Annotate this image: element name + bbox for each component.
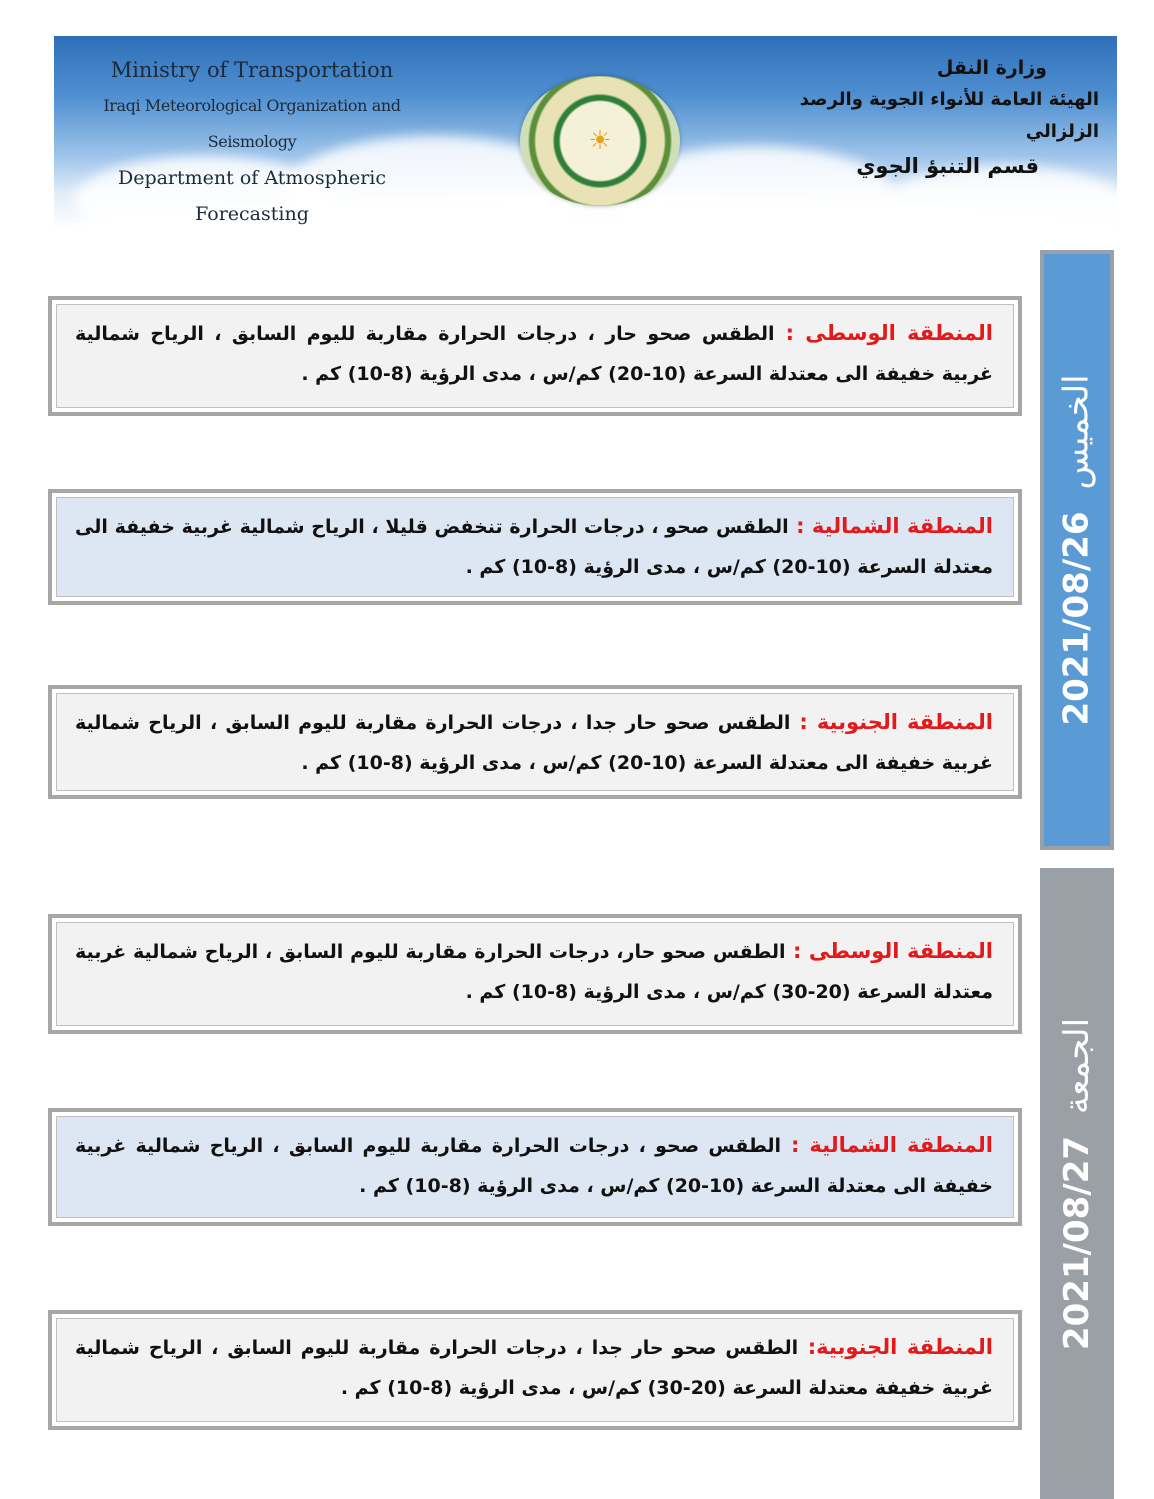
region-separator: : [774, 321, 806, 345]
day-name: الجمعة [1057, 1017, 1098, 1114]
forecast-text: الطقس صحو حار ، درجات الحرارة مقاربة لليوم السابق ، الرياح شمالية غربية خفيفة الى معتدلة السرعة (10-20) كم/س ، مدى الرؤية (8-10) كم . [75, 323, 993, 385]
header-banner [54, 36, 1117, 234]
region-separator: : [790, 710, 817, 734]
english-header [72, 52, 432, 232]
organization-name-ar: الهيئة العامة للأنواء الجوية والرصد الزلزالي [799, 89, 1099, 142]
forecast-text: الطقس صحو حار جدا ، درجات الحرارة مقاربة لليوم السابق ، الرياح شمالية غربية خفيفة معتدلة السرعة (20-30) كم/س ، مدى الرؤية (8-10) كم . [75, 1337, 993, 1399]
region-name: المنطقة الوسطى [808, 939, 993, 963]
department-name-ar: قسم التنبؤ الجوي [856, 154, 1039, 178]
forecast-text: الطقس صحو ، درجات الحرارة مقاربة لليوم السابق ، الرياح شمالية غربية خفيفة الى معتدلة السرعة (10-20) كم/س ، مدى الرؤية (8-10) كم . [75, 1135, 993, 1197]
day-name: الخميس [1057, 374, 1098, 490]
arabic-header [779, 52, 1099, 184]
region-name: المنطقة الوسطى [805, 321, 993, 345]
organization-logo [520, 76, 680, 206]
forecast-text: الطقس صحو حار، درجات الحرارة مقاربة لليوم السابق ، الرياح شمالية غربية معتدلة السرعة (20-30) كم/س ، مدى الرؤية (8-10) كم . [75, 941, 993, 1003]
department-name-en: Department of Atmospheric Forecasting [117, 167, 387, 225]
date-bar-friday [1040, 868, 1114, 1499]
forecast-central-day1 [48, 296, 1022, 416]
forecast-southern-day2 [48, 1310, 1022, 1430]
region-separator: : [781, 1133, 810, 1157]
forecast-southern-day1 [48, 685, 1022, 799]
forecast-text-block [56, 497, 1014, 597]
forecast-text-block [56, 922, 1014, 1026]
region-name: المنطقة الجنوبية [816, 1335, 993, 1359]
forecast-text: الطقس صحو حار جدا ، درجات الحرارة مقاربة لليوم السابق ، الرياح شمالية غربية خفيفة الى معتدلة السرعة (10-20) كم/س ، مدى الرؤية (8-10) كم . [75, 712, 993, 774]
date-label: 2021/08/26 [1057, 511, 1098, 726]
date-bar-thursday [1040, 250, 1114, 850]
region-name: المنطقة الشمالية [809, 1133, 993, 1157]
ministry-name-ar: وزارة النقل [936, 57, 1047, 79]
forecast-northern-day2 [48, 1108, 1022, 1226]
organization-name-en: Iraqi Meteorological Organization and Seismology [103, 96, 401, 151]
sun-cloud-icon: ☀ [588, 126, 612, 156]
forecast-text-block [56, 304, 1014, 408]
region-separator: : [788, 514, 812, 538]
forecast-text-block [56, 1116, 1014, 1218]
forecast-central-day2 [48, 914, 1022, 1034]
forecast-northern-day1 [48, 489, 1022, 605]
ministry-name-en: Ministry of Transportation [110, 58, 394, 82]
forecast-text: الطقس صحو ، درجات الحرارة تنخفض قليلا ، الرياح شمالية غربية خفيفة الى معتدلة السرعة (10-20) كم/س ، مدى الرؤية (8-10) كم . [75, 516, 993, 578]
forecast-text-block [56, 1318, 1014, 1422]
region-separator: : [798, 1335, 817, 1359]
region-name: المنطقة الشمالية [811, 514, 993, 538]
region-name: المنطقة الجنوبية [816, 710, 993, 734]
date-label: 2021/08/27 [1057, 1135, 1098, 1350]
region-separator: : [785, 939, 809, 963]
forecast-text-block [56, 693, 1014, 791]
